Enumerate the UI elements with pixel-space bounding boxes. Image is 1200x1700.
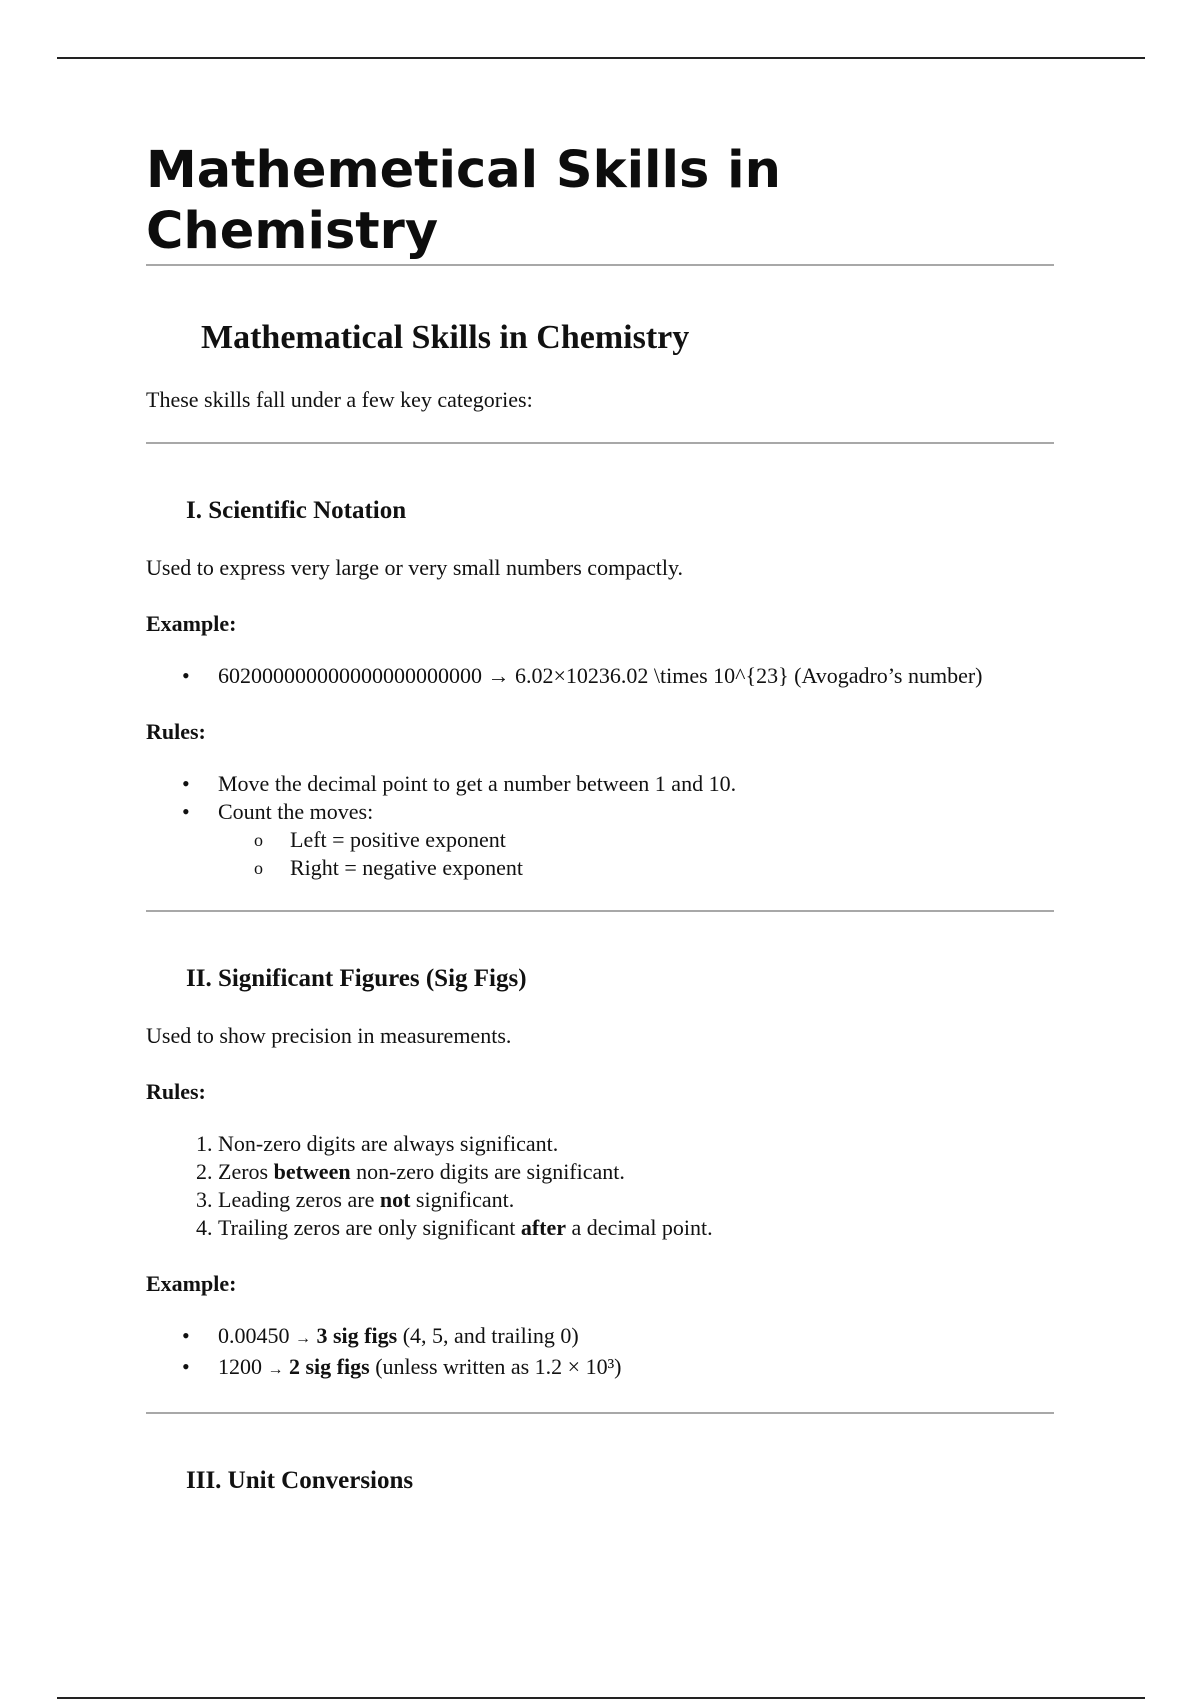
section-divider xyxy=(146,910,1054,912)
example-label: Example: xyxy=(146,1271,237,1296)
list-item: o Left = positive exponent xyxy=(290,826,1054,854)
section-significant-figures xyxy=(146,964,1054,1414)
example-list xyxy=(146,1322,1054,1384)
section-scientific-notation xyxy=(146,496,1054,912)
section-heading: I. Scientific Notation xyxy=(186,497,407,524)
rule-emphasis: not xyxy=(379,1187,411,1212)
list-item xyxy=(218,1158,1054,1186)
example-note: (unless written as 1.2 × 10³) xyxy=(369,1354,622,1379)
rule-text: non-zero digits are significant. xyxy=(350,1159,625,1184)
list-item xyxy=(218,1322,1054,1353)
example-result: 2 sig figs xyxy=(289,1354,370,1379)
rule-emphasis: after xyxy=(520,1215,567,1240)
section-divider xyxy=(146,442,1054,444)
rules-list xyxy=(146,1130,1054,1242)
rule-text: Leading zeros are xyxy=(218,1187,380,1212)
rule-text: Trailing zeros are only significant xyxy=(218,1215,521,1240)
example-list xyxy=(146,662,1054,690)
page-bottom-rule xyxy=(57,1697,1145,1699)
list-item: • Move the decimal point to get a number between 1 and 10. xyxy=(218,770,1054,798)
example-result: 3 sig figs xyxy=(316,1323,398,1348)
section-lead: Used to express very large or very small numbers compactly. xyxy=(146,555,684,580)
arrow-icon: → xyxy=(295,1330,311,1347)
document-title: Mathemetical Skills in Chemistry xyxy=(146,140,1054,266)
rule-text: a decimal point. xyxy=(566,1215,713,1240)
list-item xyxy=(218,1214,1054,1242)
list-item xyxy=(218,1186,1054,1214)
example-label: Example: xyxy=(146,611,237,636)
section-divider xyxy=(146,1412,1054,1414)
sub-rules-list xyxy=(218,826,1054,882)
page-top-rule xyxy=(57,57,1145,59)
rule-emphasis: between xyxy=(273,1159,351,1184)
example-number: 0.00450 xyxy=(218,1323,290,1348)
list-item-text: Count the moves: xyxy=(218,799,374,824)
list-item xyxy=(218,798,1054,882)
example-note: (4, 5, and trailing 0) xyxy=(397,1323,579,1348)
arrow-icon: → xyxy=(267,1361,284,1378)
list-item: 1. Non-zero digits are always significant. xyxy=(218,1130,1054,1158)
document-body xyxy=(146,140,1054,1496)
rule-text: significant. xyxy=(410,1187,515,1212)
rule-text: Zeros xyxy=(218,1159,274,1184)
list-item: o Right = negative exponent xyxy=(290,854,1054,882)
section-heading: II. Significant Figures (Sig Figs) xyxy=(186,965,527,992)
rules-label: Rules: xyxy=(146,1079,206,1104)
list-item: • 602000000000000000000000 → 6.02×10236.02 \times 10^{23} (Avogadro’s number) xyxy=(218,662,1054,690)
list-item xyxy=(218,1353,1054,1384)
rules-list xyxy=(146,770,1054,882)
rules-label: Rules: xyxy=(146,719,206,744)
example-number: 1200 xyxy=(218,1354,262,1379)
intro-paragraph: These skills fall under a few key categories: xyxy=(146,387,533,412)
section-unit-conversions xyxy=(146,1466,1054,1496)
section-lead: Used to show precision in measurements. xyxy=(146,1023,512,1048)
document-subtitle: Mathematical Skills in Chemistry xyxy=(201,319,690,356)
section-heading: III. Unit Conversions xyxy=(186,1467,414,1494)
